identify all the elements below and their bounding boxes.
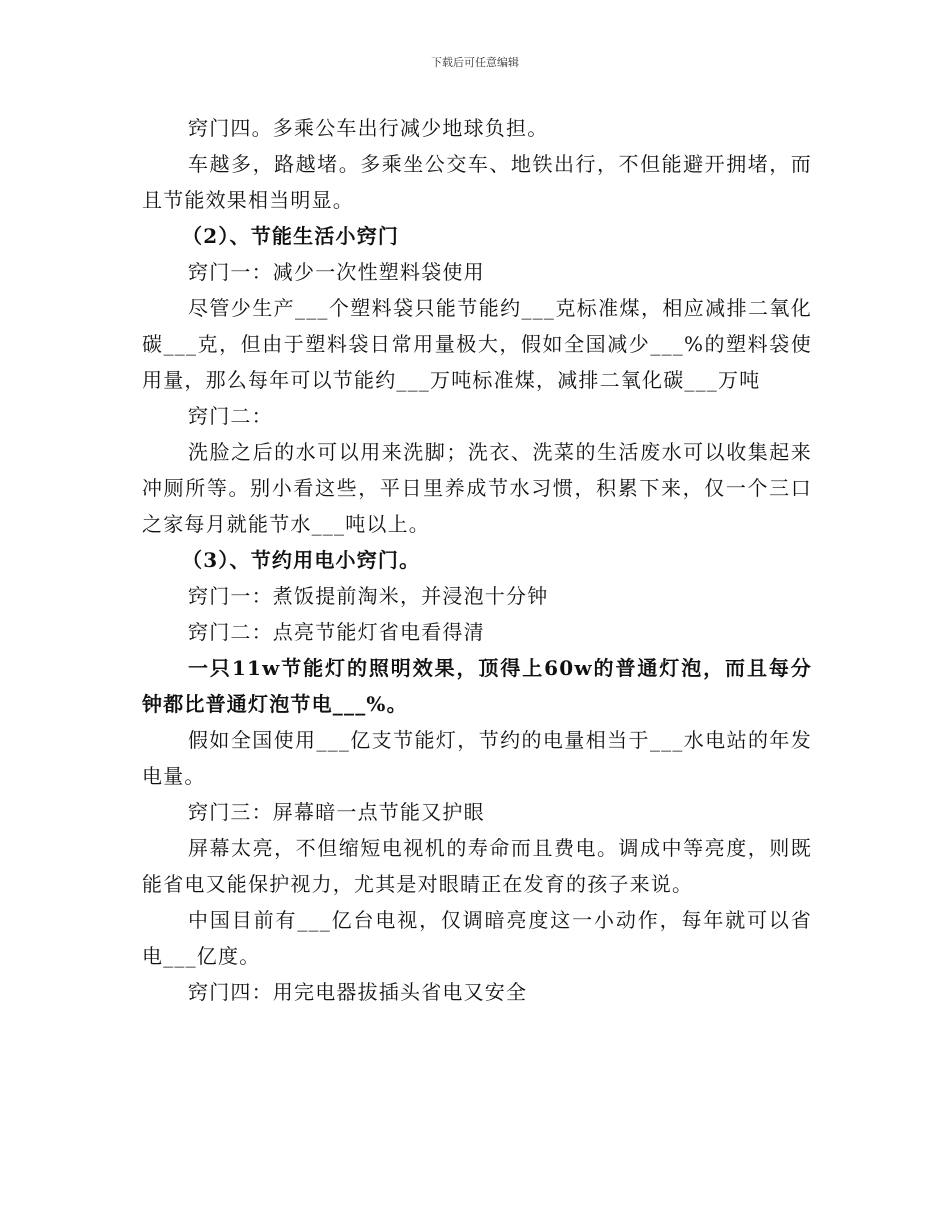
- paragraph-plastic-detail: 尽管少生产___个塑料袋只能节能约___克标准煤，相应减排二氧化碳___克，但由于塑料袋日常用量极大，假如全国减少___%的塑料袋使用量，那么每年可以节能约___万吨标准煤，减排二氧化碳___万吨: [142, 296, 812, 392]
- document-body: [142, 110, 812, 1010]
- page-header: 下载后可任意编辑: [431, 56, 519, 69]
- paragraph-screen-detail: 屏幕太亮，不但缩短电视机的寿命而且费电。调成中等亮度，则既能省电又能保护视力，尤其是对眼睛正在发育的孩子来说。: [142, 836, 812, 896]
- paragraph-lamp-national: 假如全国使用___亿支节能灯，节约的电量相当于___水电站的年发电量。: [142, 728, 812, 788]
- paragraph-lamp-detail-bold: 一只11w节能灯的照明效果，顶得上60w的普通灯泡，而且每分钟都比普通灯泡节电___%。: [142, 656, 812, 716]
- paragraph-tip3-screen: 窍门三：屏幕暗一点节能又护眼: [188, 800, 485, 824]
- section-heading-life-tips: （2）、节能生活小窍门: [182, 224, 400, 248]
- paragraph-tip2-lamp: 窍门二：点亮节能灯省电看得清: [188, 620, 485, 644]
- paragraph-bus-detail: 车越多，路越堵。多乘坐公交车、地铁出行，不但能避开拥堵，而且节能效果相当明显。: [142, 152, 812, 212]
- paragraph-water-detail: 洗脸之后的水可以用来洗脚；洗衣、洗菜的生活废水可以收集起来冲厕所等。别小看这些，平日里养成节水习惯，积累下来，仅一个三口之家每月就能节水___吨以上。: [142, 440, 812, 536]
- section-heading-power-tips: （3）、节约用电小窍门。: [182, 548, 421, 572]
- paragraph-tv-detail: 中国目前有___亿台电视，仅调暗亮度这一小动作，每年就可以省电___亿度。: [142, 908, 812, 968]
- paragraph-tip4-bus: 窍门四。多乘公车出行减少地球负担。: [188, 116, 549, 140]
- paragraph-tip2: 窍门二：: [188, 404, 273, 428]
- paragraph-tip4-unplug: 窍门四：用完电器拔插头省电又安全: [188, 980, 528, 1004]
- paragraph-tip1-plastic: 窍门一：减少一次性塑料袋使用: [188, 260, 485, 284]
- paragraph-tip1-rice: 窍门一：煮饭提前淘米，并浸泡十分钟: [188, 584, 549, 608]
